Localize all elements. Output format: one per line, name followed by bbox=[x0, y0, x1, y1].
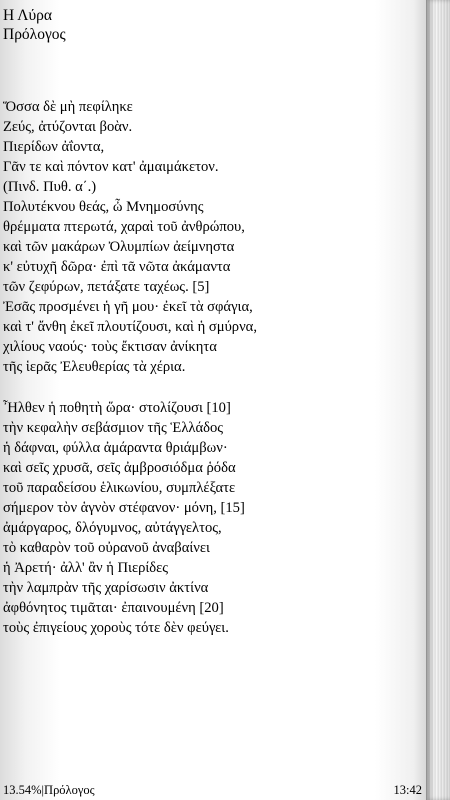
poem-line: Πολυτέκνου θεάς, ὦ Μνημοσύνης bbox=[3, 199, 204, 215]
poem-line: ἀφθόνητος τιμᾶται· ἐπαινουμένη [20] bbox=[3, 600, 224, 616]
poem-line: ἡ Ἀρετή· ἀλλ' ἂν ἡ Πιερίδες bbox=[3, 560, 169, 576]
poem-line: Ἐσᾶς προσμένει ἡ γῆ μου· ἐκεῖ τὰ σφάγια, bbox=[3, 299, 253, 315]
stanza bbox=[3, 398, 245, 638]
reading-progress: 13.54%|Πρόλογος bbox=[3, 783, 95, 797]
poem-line: καὶ τῶν μακάρων Ὀλυμπίων ἀείμνηστα bbox=[3, 239, 235, 255]
poem-line: κ' εὐτυχῆ δῶρα· ἐπὶ τᾶ νῶτα ἀκάμαντα bbox=[3, 259, 231, 275]
poem-line: τῆς ἱερᾶς Ἐλευθερίας τὰ χέρια. bbox=[3, 359, 186, 375]
chapter-title: Πρόλογος bbox=[3, 26, 66, 43]
poem-line: θρέμματα πτερωτά, χαραὶ τοῦ ἀνθρώπου, bbox=[3, 219, 245, 235]
poem-line: Ἦλθεν ἡ ποθητὴ ὥρα· στολίζουσι [10] bbox=[3, 400, 231, 416]
poem-line: τοῦ παραδείσου ἑλικωνίου, συμπλέξατε bbox=[3, 480, 236, 496]
poem-line: καὶ τ' ἄνθη ἐκεῖ πλουτίζουσι, καὶ ἡ σμύρνα, bbox=[3, 319, 257, 335]
stanza bbox=[3, 97, 257, 377]
poem-line: Γᾶν τε καὶ πόντον κατ' ἀμαιμάκετον. bbox=[3, 159, 219, 175]
clock: 13:42 bbox=[393, 783, 422, 797]
poem-line: Ὅσσα δὲ μὴ πεφίληκε bbox=[3, 99, 133, 115]
poem-line: χιλίους ναούς· τοὺς ἔκτισαν ἀνίκητα bbox=[3, 339, 217, 355]
poem-line: Ζεύς, ἀτύζονται βοὰν. bbox=[3, 119, 133, 135]
poem-line: σήμερον τὸν ἁγνὸν στέφανον· μόνη, [15] bbox=[3, 500, 245, 516]
page-curl-icon[interactable] bbox=[426, 0, 450, 800]
book-title: Η Λύρα bbox=[3, 7, 52, 24]
poem-line: Πιερίδων ἀΐοντα, bbox=[3, 139, 105, 155]
poem-line: καὶ σεῖς χρυσᾶ, σεῖς ἀμβροσιόδμα ῥόδα bbox=[3, 460, 236, 476]
poem-line: ἡ δάφναι, φύλλα ἀμάραντα θριάμβων· bbox=[3, 440, 228, 456]
poem-line: (Πινδ. Πυθ. α΄.) bbox=[3, 179, 97, 195]
poem-line: τὴν λαμπρὰν τῆς χαρίσωσιν ἀκτίνα bbox=[3, 580, 209, 596]
poem-line: ἀμάργαρος, δλόγυμνος, αὐτάγγελτος, bbox=[3, 520, 222, 536]
poem-line: τῶν ζεφύρων, πετάξατε ταχέως. [5] bbox=[3, 279, 210, 295]
poem-line: τὸ καθαρὸν τοῦ οὐρανοῦ ἀναβαίνει bbox=[3, 540, 210, 556]
status-footer bbox=[0, 780, 426, 800]
poem-line: τὴν κεφαλὴν σεβάσμιον τῆς Ἑλλάδος bbox=[3, 420, 224, 436]
poem-line: τοὺς ἐπιγείους χοροὺς τότε δὲν φεύγει. bbox=[3, 620, 229, 636]
